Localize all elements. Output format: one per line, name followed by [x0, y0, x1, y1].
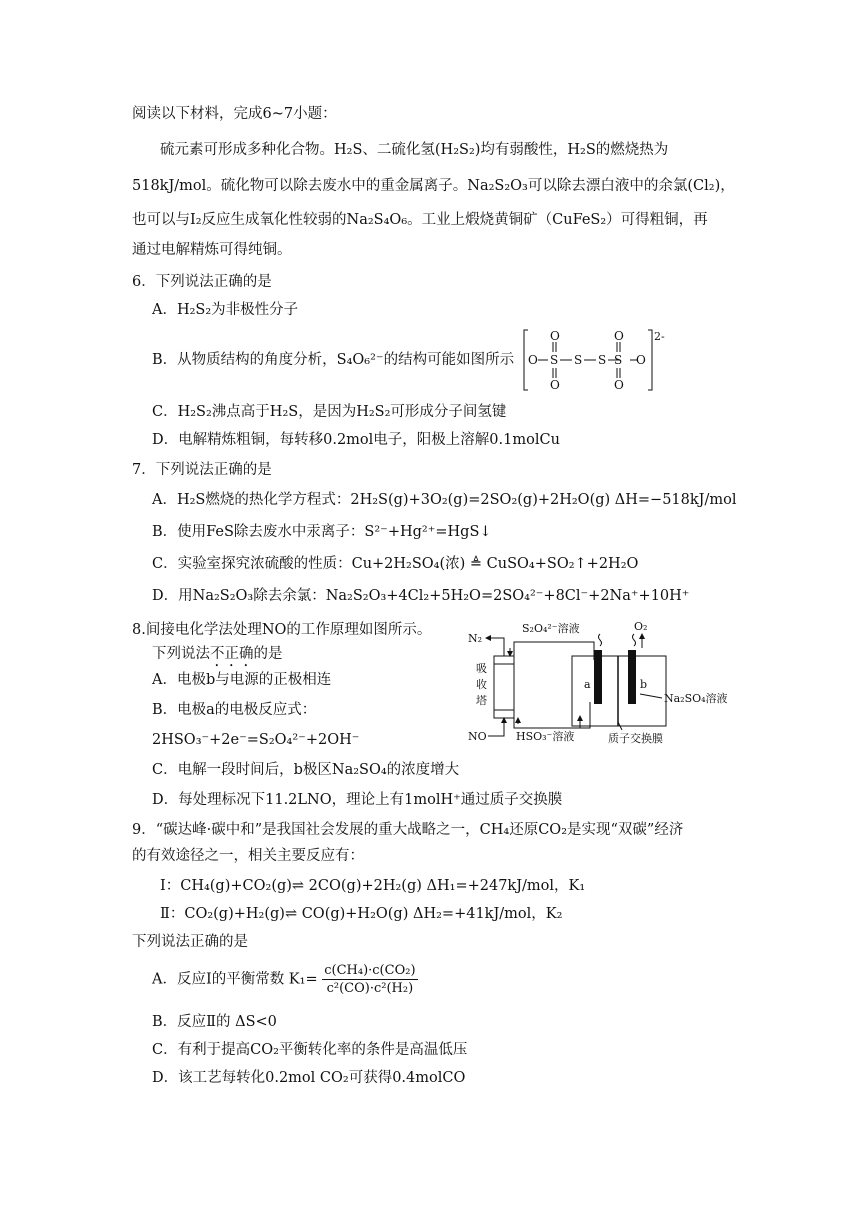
q7-option-d: D．用Na₂S₂O₃除去余氯：Na₂S₂O₃+4Cl₂+5H₂O=2SO₄²⁻+8Cl⁻+2Na⁺+10H⁺ — [152, 588, 690, 604]
svg-text:O: O — [550, 329, 560, 343]
q9-reaction-1: Ⅰ：CH₄(g)+CO₂(g)⇌ 2CO(g)+2H₂(g) ΔH₁=+247kJ/mol，K₁ — [160, 878, 586, 894]
svg-text:S: S — [574, 353, 583, 367]
svg-text:O: O — [528, 353, 538, 367]
q9-reaction-2: Ⅱ：CO₂(g)+H₂(g)⇌ CO(g)+H₂O(g) ΔH₂=+41kJ/mol，K₂ — [160, 906, 563, 922]
q9-stem-line2: 的有效途径之一，相关主要反应有： — [132, 848, 364, 864]
fraction-numerator: c(CH₄)·c(CO₂) — [324, 963, 416, 978]
label-tower-3: 塔 — [476, 694, 487, 707]
svg-text:O: O — [614, 329, 624, 343]
svg-text:S: S — [598, 353, 607, 367]
electrode-a — [594, 650, 602, 704]
q9-option-a — [152, 962, 418, 1002]
q9-stem-line3: 下列说法正确的是 — [132, 934, 248, 950]
intro-paragraph-line3: 也可以与I₂反应生成氧化性较弱的Na₂S₄O₆。工业上煅烧黄铜矿（CuFeS₂）可得粗铜，再 — [132, 212, 708, 228]
q9-option-a-label: A．反应Ⅰ的平衡常数 K₁= — [152, 971, 318, 988]
svg-text:O: O — [614, 378, 624, 392]
label-s2o4: S₂O₄²⁻溶液 — [522, 622, 580, 635]
q8-option-b: B．电极a的电极反应式： — [152, 702, 317, 718]
q9-stem-line1: 9．“碳达峰·碳中和”是我国社会发展的重大战略之一，CH₄还原CO₂是实现“双碳”经济 — [132, 822, 684, 838]
intro-paragraph-line2: 518kJ/mol。硫化物可以除去废水中的重金属离子。Na₂S₂O₃可以除去漂白液中的余氯(Cl₂)， — [132, 178, 735, 194]
q8-option-b-equation: 2HSO₃⁻+2e⁻=S₂O₄²⁻+2OH⁻ — [152, 732, 360, 748]
q6-option-d: D．电解精炼粗铜，每转移0.2mol电子，阳极上溶解0.1molCu — [152, 432, 560, 448]
electrode-b — [628, 650, 636, 704]
q8-sub-pre: 下列说法 — [152, 646, 210, 662]
label-na2so4: Na₂SO₄溶液 — [664, 692, 728, 705]
q7-option-a: A．H₂S燃烧的热化学方程式：2H₂S(g)+3O₂(g)=2SO₂(g)+2H₂O(g) ΔH=−518kJ/mol — [152, 492, 737, 508]
intro-paragraph-line1: 硫元素可形成多种化合物。H₂S、二硫化氢(H₂S₂)均有弱酸性，H₂S的燃烧热为 — [160, 142, 669, 158]
label-a: a — [584, 678, 591, 691]
q7-option-c: C．实验室探究浓硫酸的性质：Cu+2H₂SO₄(浓) ≜ CuSO₄+SO₂↑+2H₂O — [152, 556, 639, 572]
fraction-denominator: c²(CO)·c²(H₂) — [326, 981, 414, 996]
q6-option-c: C．H₂S₂沸点高于H₂S，是因为H₂S₂可形成分子间氢键 — [152, 404, 507, 420]
label-n2: N₂ — [468, 632, 483, 645]
intro-title: 阅读以下材料，完成6~7小题： — [132, 106, 337, 122]
equilibrium-constant-fraction — [322, 962, 417, 997]
svg-text:S: S — [614, 353, 623, 367]
q7-option-b: B．使用FeS除去废水中汞离子：S²⁻+Hg²⁺=HgS↓ — [152, 524, 492, 540]
label-b: b — [640, 678, 648, 691]
q6-option-b: B．从物质结构的角度分析，S₄O₆²⁻的结构可能如图所示 — [152, 352, 515, 368]
q8-sub-neg: 不正确 — [210, 646, 254, 662]
svg-text:O: O — [550, 378, 560, 392]
q8-option-d: D．每处理标况下11.2LNO，理论上有1molH⁺通过质子交换膜 — [152, 792, 563, 808]
q9-option-d: D．该工艺每转化0.2mol CO₂可获得0.4molCO — [152, 1070, 466, 1086]
label-no: NO — [468, 730, 487, 743]
q8-option-c: C．电解一段时间后，b极区Na₂SO₄的浓度增大 — [152, 762, 460, 778]
label-o2: O₂ — [634, 620, 648, 633]
label-tower-2: 收 — [476, 678, 487, 691]
intro-paragraph-line4: 通过电解精炼可得纯铜。 — [132, 242, 292, 258]
svg-text:S: S — [550, 353, 559, 367]
electrolysis-diagram — [462, 618, 752, 748]
q8-stem: 8.间接电化学法处理NO的工作原理如图所示。 — [132, 622, 432, 638]
q9-option-b: B．反应Ⅱ的 ΔS<0 — [152, 1014, 277, 1030]
svg-text:O: O — [636, 353, 646, 367]
q6-stem: 6．下列说法正确的是 — [132, 274, 272, 290]
q9-option-c: C．有利于提高CO₂平衡转化率的条件是高温低压 — [152, 1042, 468, 1058]
q7-stem: 7．下列说法正确的是 — [132, 462, 272, 478]
q8-sub-post: 的是 — [253, 646, 283, 662]
q8-subprompt — [152, 644, 283, 670]
q6-option-a: A．H₂S₂为非极性分子 — [152, 302, 299, 318]
struct-charge: 2- — [654, 330, 665, 343]
label-tower-1: 吸 — [476, 662, 487, 675]
label-hso3: HSO₃⁻溶液 — [516, 730, 575, 743]
q8-option-a: A．电极b与电源的正极相连 — [152, 672, 332, 688]
label-membrane: 质子交换膜 — [608, 732, 663, 745]
s4o6-structure-diagram — [522, 328, 672, 394]
